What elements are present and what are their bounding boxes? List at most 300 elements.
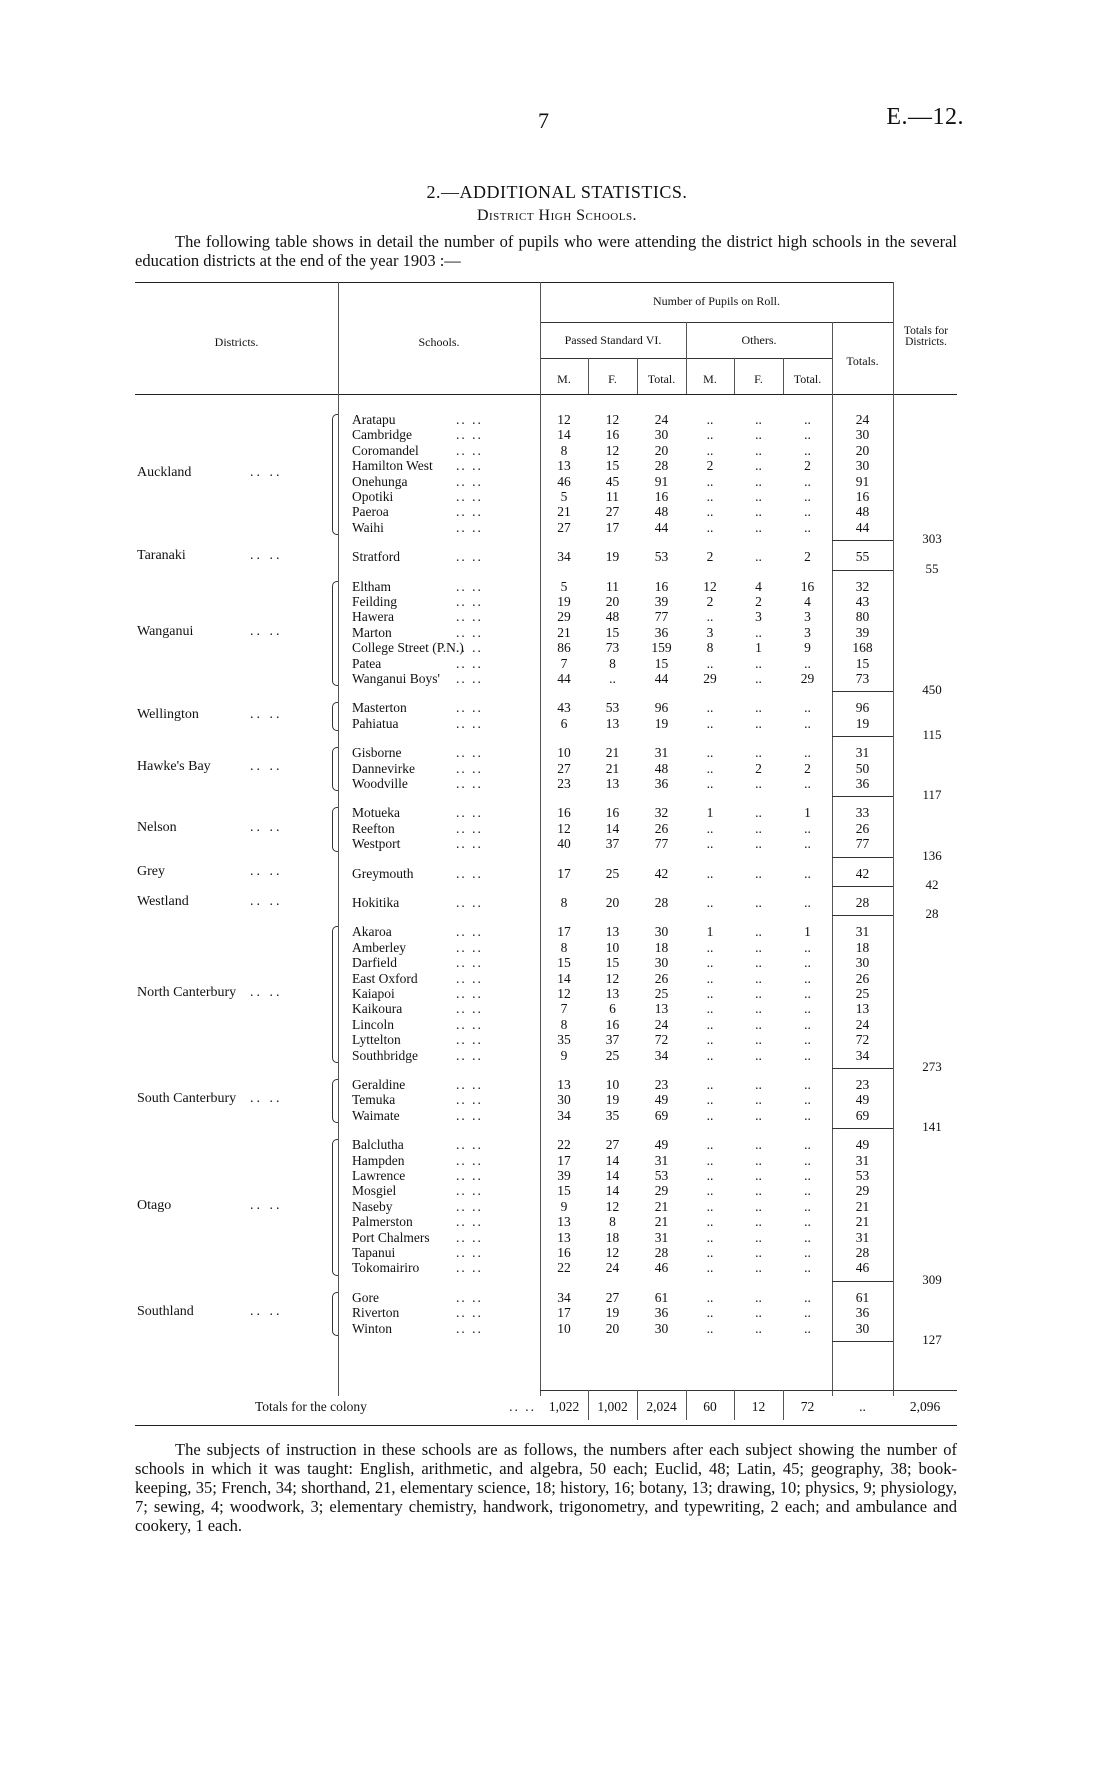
table-row: Patea .. .. 7 8 15 .. .. .. 15 [0, 656, 1114, 672]
table-row: Opotiki .. .. 5 11 16 .. .. .. 16 [0, 489, 1114, 505]
cell-others-m: .. [706, 865, 714, 881]
cell-others-total: .. [804, 442, 811, 458]
school-name: Kaikoura [352, 1001, 403, 1017]
cell-others-m: 29 [703, 671, 717, 686]
cell-others-f: .. [755, 745, 762, 761]
cell-passed-m: 7 [560, 655, 568, 671]
cell-totals: 168 [852, 640, 873, 656]
school-name: Wanganui Boys' [352, 671, 440, 686]
cell-passed-total: 28 [654, 1245, 669, 1260]
cell-others-total: 2 [804, 549, 811, 565]
cell-totals: 80 [855, 609, 870, 625]
cell-passed-f: 18 [605, 1229, 620, 1245]
cell-passed-f: 6 [609, 1001, 616, 1017]
table-row: Stratford .. .. 34 19 53 2 .. 2 55 [0, 549, 1114, 565]
header-passed-standard-vi: Passed Standard VI. [564, 333, 662, 347]
cell-passed-m: 10 [557, 745, 571, 761]
school-name: Port Chalmers [352, 1229, 430, 1245]
table-row: Coromandel .. .. 8 12 20 .. .. .. 20 [0, 443, 1114, 459]
cell-passed-total: 49 [654, 1092, 669, 1108]
cell-passed-f: 19 [605, 1305, 620, 1321]
colony-total-passed-f: 1,002 [597, 1399, 628, 1414]
district-name: Taranaki [137, 547, 186, 563]
cell-totals: 28 [855, 1245, 870, 1260]
district-name: Hawke's Bay [137, 759, 211, 775]
colony-total-others-total: 72 [800, 1399, 815, 1414]
school-name: Lyttelton [352, 1032, 401, 1048]
table-row: Tokomairiro .. .. 22 24 46 .. .. .. 46 [0, 1260, 1114, 1276]
cell-others-m: .. [706, 1198, 714, 1214]
cell-passed-f: 8 [609, 655, 616, 671]
district-name: Otago [137, 1197, 172, 1213]
cell-others-m: .. [706, 1260, 714, 1276]
cell-passed-total: 28 [654, 895, 669, 910]
cell-others-total: 1 [804, 924, 811, 940]
cell-passed-f: .. [609, 671, 616, 686]
subjects-paragraph: The subjects of instruction in these schools are as follows, the numbers after each subject showing the number of schools in which it was taught: English, arithmetic, and algebra, 50 each; Euclid, 48; Latin, 45; geography, 38; book-keeping, 35; French, 34; shorthand, 21, elementary science, 18; history, 16; botany, 13; drawing, 10; physics, 9; physiology, 7; sewing, 4; woodwork, 3; elementary chemistry, handwork, trigonometry, and typewriting, 2 each; and ambulance and cookery, 1 each. [135, 1440, 957, 1535]
table-row: Hampden .. .. 17 14 31 .. .. .. 31 [0, 1153, 1114, 1169]
district-total: 141 [922, 1119, 942, 1135]
school-name: Feilding [352, 594, 398, 609]
cell-passed-total: 48 [654, 504, 669, 520]
cell-passed-m: 9 [560, 1198, 568, 1214]
cell-passed-m: 22 [557, 1137, 571, 1153]
cell-others-f: .. [755, 549, 762, 565]
cell-others-f: 1 [755, 640, 762, 656]
cell-totals: 34 [855, 1047, 870, 1063]
table-row: Onehunga .. .. 46 45 91 .. .. .. 91 [0, 474, 1114, 490]
cell-others-total: .. [804, 1245, 811, 1260]
cell-passed-total: 69 [654, 1107, 669, 1123]
cell-others-m: .. [706, 1137, 714, 1153]
cell-others-m: 12 [703, 578, 717, 594]
cell-passed-f: 35 [605, 1107, 620, 1123]
cell-passed-m: 17 [557, 1152, 571, 1168]
cell-passed-f: 53 [605, 700, 620, 716]
cell-others-f: .. [755, 1168, 762, 1183]
cell-others-total: .. [804, 895, 811, 910]
table-row: Reefton .. .. 12 14 26 .. .. .. 26 [0, 821, 1114, 837]
school-name: Westport [352, 836, 401, 852]
cell-passed-f: 14 [605, 1183, 620, 1199]
cell-passed-m: 35 [557, 1032, 571, 1048]
header-others: Others. [741, 333, 777, 347]
cell-others-f: .. [755, 939, 762, 955]
cell-others-m: .. [706, 820, 714, 836]
header-passed-f: F. [608, 372, 617, 386]
cell-others-f: .. [755, 1152, 762, 1168]
cell-others-f: .. [755, 1001, 762, 1017]
cell-passed-f: 19 [605, 549, 620, 565]
cell-others-f: .. [755, 836, 762, 852]
district-brace [332, 926, 338, 1063]
cell-passed-total: 36 [654, 776, 669, 791]
district-brace [332, 1079, 338, 1123]
cell-passed-total: 30 [654, 427, 669, 443]
cell-totals: 18 [855, 939, 870, 955]
cell-totals: 31 [855, 745, 870, 761]
school-name: Temuka [352, 1092, 396, 1108]
cell-passed-f: 25 [605, 865, 620, 881]
cell-totals: 21 [855, 1198, 870, 1214]
cell-totals: 30 [855, 955, 870, 971]
cell-passed-f: 45 [605, 473, 620, 489]
cell-others-m: .. [706, 1245, 714, 1260]
cell-others-total: 9 [804, 640, 811, 656]
cell-others-total: .. [804, 1032, 811, 1048]
cell-others-m: .. [706, 1183, 714, 1199]
cell-totals: 23 [855, 1077, 870, 1092]
cell-totals: 31 [855, 1152, 870, 1168]
cell-others-m: .. [706, 1016, 714, 1032]
cell-passed-m: 40 [557, 836, 571, 852]
table-row: Hawera .. .. 29 48 77 .. 3 3 80 [0, 609, 1114, 625]
cell-passed-total: 30 [654, 1320, 669, 1336]
district-total: 28 [925, 906, 939, 922]
cell-passed-m: 8 [560, 442, 568, 458]
cell-others-total: .. [804, 1229, 811, 1245]
cell-others-m: .. [706, 1320, 714, 1336]
cell-others-m: .. [706, 609, 714, 625]
cell-others-total: .. [804, 427, 811, 443]
cell-others-total: .. [804, 939, 811, 955]
cell-others-f: .. [755, 519, 762, 535]
cell-others-f: .. [755, 1032, 762, 1048]
cell-others-total: .. [804, 1077, 811, 1092]
cell-passed-f: 27 [605, 504, 620, 520]
cell-passed-f: 13 [605, 986, 620, 1001]
cell-passed-f: 11 [606, 578, 619, 594]
header-districts: Districts. [214, 335, 259, 349]
cell-others-f: .. [755, 504, 762, 520]
table-row: Wanganui Boys' .. .. 44 .. 44 29 .. 29 73 [0, 671, 1114, 687]
school-name: Kaiapoi [352, 986, 395, 1001]
cell-others-f: .. [755, 655, 762, 671]
cell-others-m: .. [706, 1047, 714, 1063]
cell-totals: 26 [855, 970, 870, 986]
table-row: Aratapu .. .. 12 12 24 .. .. .. 24 [0, 412, 1114, 428]
cell-totals: 15 [855, 655, 870, 671]
cell-totals: 31 [855, 1229, 870, 1245]
cell-others-f: .. [755, 895, 762, 910]
district-brace [332, 807, 338, 851]
cell-others-m: 1 [706, 805, 714, 821]
cell-passed-m: 15 [557, 955, 571, 971]
cell-passed-m: 16 [557, 1245, 571, 1260]
cell-passed-m: 13 [557, 1229, 571, 1245]
cell-others-m: .. [706, 836, 714, 852]
cell-others-total: 3 [804, 609, 811, 625]
district-name: Southland [137, 1303, 194, 1319]
cell-passed-total: 29 [654, 1183, 669, 1199]
cell-others-f: .. [755, 776, 762, 791]
school-name: Waimate [352, 1107, 400, 1123]
school-name: Akaroa [352, 924, 392, 940]
school-name: Naseby [352, 1198, 393, 1214]
cell-passed-total: 20 [654, 442, 669, 458]
cell-passed-m: 43 [557, 700, 571, 716]
header-schools: Schools. [418, 335, 460, 349]
school-name: Geraldine [352, 1077, 406, 1092]
cell-totals: 55 [855, 549, 870, 565]
cell-passed-f: 16 [605, 427, 620, 443]
cell-totals: 69 [855, 1107, 870, 1123]
cell-totals: 91 [855, 473, 870, 489]
cell-passed-m: 86 [557, 640, 571, 656]
cell-totals: 16 [855, 489, 870, 504]
header-others-m: M. [703, 372, 717, 386]
cell-passed-m: 17 [557, 1305, 571, 1321]
cell-others-total: .. [804, 655, 811, 671]
cell-others-m: .. [706, 715, 714, 731]
cell-passed-f: 13 [605, 715, 620, 731]
cell-passed-total: 34 [654, 1047, 669, 1063]
table-row: Gore .. .. 34 27 61 .. .. .. 61 [0, 1290, 1114, 1306]
school-name: Winton [352, 1320, 392, 1336]
school-name: Riverton [352, 1305, 400, 1321]
table-row: Temuka .. .. 30 19 49 .. .. .. 49 [0, 1092, 1114, 1108]
cell-passed-f: 14 [605, 1152, 620, 1168]
cell-passed-m: 30 [557, 1092, 571, 1108]
table-row: Southbridge .. .. 9 25 34 .. .. .. 34 [0, 1048, 1114, 1064]
cell-totals: 32 [855, 578, 870, 594]
district-brace [332, 581, 338, 687]
cell-others-m: .. [706, 1032, 714, 1048]
cell-others-total: .. [804, 1289, 811, 1305]
cell-passed-total: 77 [654, 836, 669, 852]
cell-totals: 72 [855, 1032, 870, 1048]
school-name: Darfield [352, 955, 397, 971]
district-name: Wellington [137, 706, 199, 722]
cell-others-total: .. [804, 489, 811, 504]
cell-others-f: .. [755, 1016, 762, 1032]
cell-others-f: .. [755, 1047, 762, 1063]
header-totals-for-districts: Totals for Districts. [903, 325, 949, 348]
cell-passed-m: 46 [557, 473, 571, 489]
cell-totals: 21 [855, 1214, 870, 1230]
cell-passed-f: 37 [605, 836, 620, 852]
cell-passed-m: 23 [557, 776, 571, 791]
cell-others-total: .. [804, 1183, 811, 1199]
school-name: Eltham [352, 578, 391, 594]
cell-passed-f: 12 [605, 1245, 620, 1260]
table-row: Kaikoura .. .. 7 6 13 .. .. .. 13 [0, 1001, 1114, 1017]
cell-totals: 28 [855, 895, 870, 910]
cell-others-m: .. [706, 489, 714, 504]
cell-others-m: .. [706, 1092, 714, 1108]
section-title: 2.—ADDITIONAL STATISTICS. [426, 182, 688, 202]
table-row: Hamilton West .. .. 13 15 28 2 .. 2 30 [0, 458, 1114, 474]
cell-passed-f: 48 [605, 609, 620, 625]
cell-passed-f: 20 [605, 895, 620, 910]
table-row: Amberley .. .. 8 10 18 .. .. .. 18 [0, 940, 1114, 956]
cell-others-total: .. [804, 1214, 811, 1230]
table-row: Waimate .. .. 34 35 69 .. .. .. 69 [0, 1108, 1114, 1124]
school-name: Hawera [352, 609, 394, 625]
cell-others-m: .. [706, 504, 714, 520]
table-row: Westport .. .. 40 37 77 .. .. .. 77 [0, 836, 1114, 852]
cell-passed-f: 16 [605, 805, 620, 821]
school-name: Coromandel [352, 442, 419, 458]
cell-others-total: .. [804, 955, 811, 971]
cell-others-total: 29 [800, 671, 815, 686]
cell-totals: 61 [855, 1289, 870, 1305]
cell-passed-m: 29 [557, 609, 571, 625]
cell-others-f: .. [755, 671, 762, 686]
cell-passed-total: 18 [654, 939, 669, 955]
cell-passed-m: 8 [560, 895, 568, 910]
cell-others-f: .. [755, 955, 762, 971]
cell-passed-m: 5 [560, 489, 568, 504]
table-row: Tapanui .. .. 16 12 28 .. .. .. 28 [0, 1245, 1114, 1261]
cell-others-m: .. [706, 955, 714, 971]
cell-others-total: .. [804, 1305, 811, 1321]
cell-passed-f: 10 [605, 939, 620, 955]
cell-totals: 48 [855, 504, 870, 520]
cell-passed-f: 11 [606, 489, 619, 504]
header-number-on-roll: Number of Pupils on Roll. [652, 294, 780, 308]
school-name: Stratford [352, 549, 400, 565]
colony-totals-label: Totals for the colony [255, 1399, 367, 1414]
cell-others-f: .. [755, 1214, 762, 1230]
cell-others-m: 2 [706, 549, 714, 565]
school-name: Marton [352, 624, 392, 640]
cell-others-m: 2 [706, 458, 714, 474]
district-name: Grey [137, 864, 165, 880]
school-name: Hokitika [352, 895, 400, 910]
school-name: College Street (P.N.) [352, 640, 464, 656]
cell-others-total: .. [804, 1152, 811, 1168]
table-row: Gisborne .. .. 10 21 31 .. .. .. 31 [0, 745, 1114, 761]
cell-passed-f: 17 [605, 519, 620, 535]
school-name: Masterton [352, 700, 407, 716]
school-name: Aratapu [352, 412, 396, 427]
cell-others-m: 2 [706, 594, 714, 609]
cell-passed-f: 27 [605, 1289, 620, 1305]
table-row: Naseby .. .. 9 12 21 .. .. .. 21 [0, 1199, 1114, 1215]
header-totals: Totals. [846, 354, 879, 368]
cell-passed-f: 20 [605, 594, 620, 609]
cell-passed-f: 13 [605, 776, 620, 791]
school-name: Gore [352, 1289, 379, 1305]
cell-passed-total: 44 [654, 671, 669, 686]
cell-others-f: .. [755, 970, 762, 986]
cell-others-m: .. [706, 745, 714, 761]
school-name: Hamilton West [352, 458, 433, 474]
school-name: Southbridge [352, 1047, 418, 1063]
cell-totals: 49 [855, 1137, 870, 1153]
cell-others-m: .. [706, 1107, 714, 1123]
cell-totals: 30 [855, 427, 870, 443]
table-row: Eltham .. .. 5 11 16 12 4 16 32 [0, 579, 1114, 595]
cell-passed-total: 21 [654, 1198, 669, 1214]
cell-others-m: 3 [706, 624, 714, 640]
school-name: Patea [352, 655, 382, 671]
cell-passed-total: 25 [654, 986, 669, 1001]
cell-others-total: .. [804, 1198, 811, 1214]
cell-others-m: .. [706, 895, 714, 910]
cell-passed-f: 37 [605, 1032, 620, 1048]
district-brace [332, 702, 338, 731]
cell-others-total: .. [804, 1107, 811, 1123]
cell-others-f: .. [755, 1260, 762, 1276]
cell-others-m: .. [706, 519, 714, 535]
cell-others-total: 2 [804, 760, 811, 776]
cell-passed-m: 39 [557, 1168, 571, 1183]
table-row: Paeroa .. .. 21 27 48 .. .. .. 48 [0, 504, 1114, 520]
cell-others-f: .. [755, 865, 762, 881]
cell-others-total: .. [804, 986, 811, 1001]
cell-passed-total: 26 [654, 970, 669, 986]
cell-totals: 53 [855, 1168, 870, 1183]
cell-passed-total: 31 [654, 745, 669, 761]
cell-totals: 31 [855, 924, 870, 940]
cell-passed-m: 6 [560, 715, 568, 731]
table-row: Pahiatua .. .. 6 13 19 .. .. .. 19 [0, 716, 1114, 732]
cell-others-m: 1 [706, 924, 714, 940]
cell-passed-m: 13 [557, 458, 571, 474]
cell-passed-total: 24 [654, 412, 669, 427]
cell-passed-f: 21 [605, 760, 620, 776]
colony-total-others-m: 60 [703, 1399, 717, 1414]
cell-others-f: .. [755, 1305, 762, 1321]
cell-others-m: .. [706, 700, 714, 716]
cell-passed-total: 28 [654, 458, 669, 474]
cell-others-total: .. [804, 1137, 811, 1153]
cell-totals: 44 [855, 519, 870, 535]
cell-others-m: .. [706, 1214, 714, 1230]
cell-others-total: 1 [804, 805, 811, 821]
school-name: Hampden [352, 1152, 405, 1168]
cell-passed-f: 15 [605, 955, 620, 971]
cell-others-total: .. [804, 745, 811, 761]
cell-others-m: .. [706, 1168, 714, 1183]
colony-total-passed-m: 1,022 [548, 1399, 580, 1414]
district-total: 450 [922, 682, 942, 698]
cell-others-m: .. [706, 776, 714, 791]
cell-passed-total: 31 [654, 1152, 669, 1168]
cell-others-f: .. [755, 489, 762, 504]
cell-others-total: .. [804, 412, 811, 427]
cell-others-total: .. [804, 1092, 811, 1108]
cell-passed-m: 17 [557, 865, 571, 881]
cell-others-f: .. [755, 820, 762, 836]
table-row: Darfield .. .. 15 15 30 .. .. .. 30 [0, 955, 1114, 971]
cell-passed-m: 8 [560, 1016, 568, 1032]
school-name: Palmerston [352, 1214, 413, 1230]
district-name: Westland [137, 893, 189, 909]
cell-others-m: 8 [706, 640, 714, 656]
table-row: Hokitika .. .. 8 20 28 .. .. .. 28 [0, 895, 1114, 911]
cell-passed-f: 27 [605, 1137, 620, 1153]
cell-others-total: .. [804, 504, 811, 520]
cell-totals: 30 [855, 1320, 870, 1336]
table-row: Dannevirke .. .. 27 21 48 .. 2 2 50 [0, 761, 1114, 777]
school-name: Reefton [352, 820, 395, 836]
table-row: Lincoln .. .. 8 16 24 .. .. .. 24 [0, 1017, 1114, 1033]
school-name: Opotiki [352, 489, 394, 504]
cell-passed-total: 91 [654, 473, 669, 489]
cell-others-total: .. [804, 473, 811, 489]
header-others-total: Total. [793, 372, 822, 386]
cell-passed-f: 21 [605, 745, 620, 761]
cell-others-m: .. [706, 1289, 714, 1305]
cell-totals: 19 [855, 715, 870, 731]
colony-grand-total: 2,096 [909, 1399, 941, 1414]
cell-passed-total: 19 [654, 715, 669, 731]
table-row: College Street (P.N.) .. .. 86 73 159 8 1 9 168 [0, 640, 1114, 656]
school-name: Greymouth [352, 865, 414, 881]
